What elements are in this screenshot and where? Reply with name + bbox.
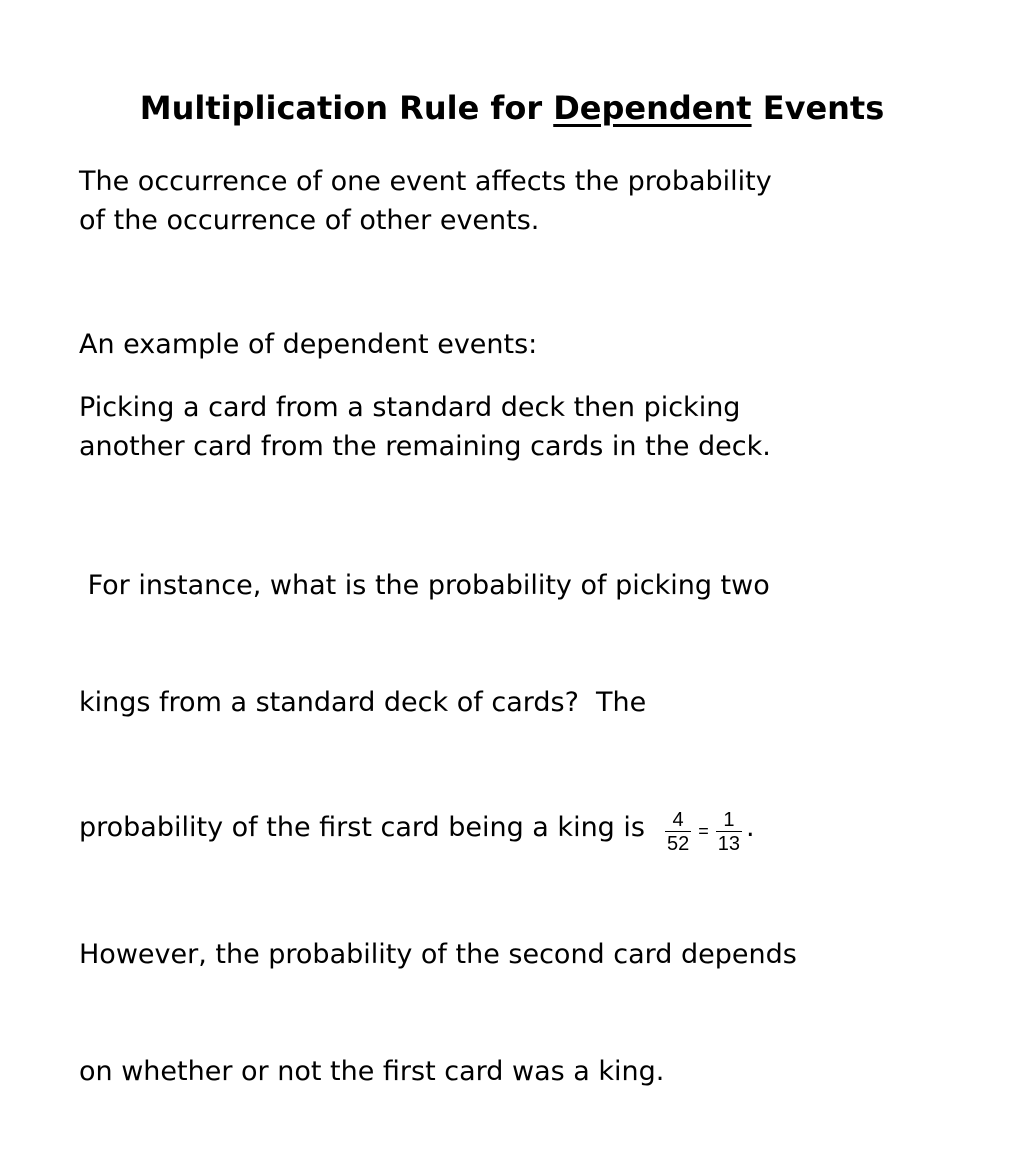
- instance-paragraph: [79, 488, 959, 1169]
- probability-fraction: [663, 800, 744, 857]
- definition-line-1: The occurrence of one event affects the probability: [79, 166, 772, 197]
- instance-line-3-text: probability of the first card being a king is: [79, 812, 645, 843]
- definition-line-2: of the occurrence of other events.: [79, 205, 540, 236]
- definition-paragraph: [79, 162, 959, 240]
- fraction-equals-sign: =: [698, 821, 709, 841]
- slide-title: [0, 84, 1024, 132]
- example-line-2: another card from the remaining cards in the deck.: [79, 431, 771, 462]
- title-prefix: Multiplication Rule for: [139, 89, 554, 127]
- example-heading: An example of dependent events:: [79, 329, 538, 360]
- fraction-left-denominator: 52: [666, 833, 690, 855]
- example-line-1: Picking a card from a standard deck then picking: [79, 392, 741, 423]
- fraction-right-denominator: 13: [717, 833, 740, 855]
- instance-line-1: For instance, what is the probability of picking two: [79, 570, 770, 601]
- example-paragraph: [79, 388, 959, 466]
- title-suffix: Events: [751, 89, 885, 127]
- fraction-left-numerator: 4: [672, 809, 684, 831]
- instance-line-3: [79, 800, 959, 857]
- title-underlined-word: Dependent: [553, 89, 752, 127]
- instance-line-5: on whether or not the first card was a king.: [79, 1056, 665, 1087]
- instance-line-4: However, the probability of the second card depends: [79, 939, 797, 970]
- instance-line-2: kings from a standard deck of cards? The: [79, 687, 647, 718]
- fraction-left: [663, 809, 693, 855]
- instance-line-3-period: .: [746, 812, 755, 843]
- fraction-right: [714, 809, 744, 855]
- fraction-right-numerator: 1: [723, 809, 735, 831]
